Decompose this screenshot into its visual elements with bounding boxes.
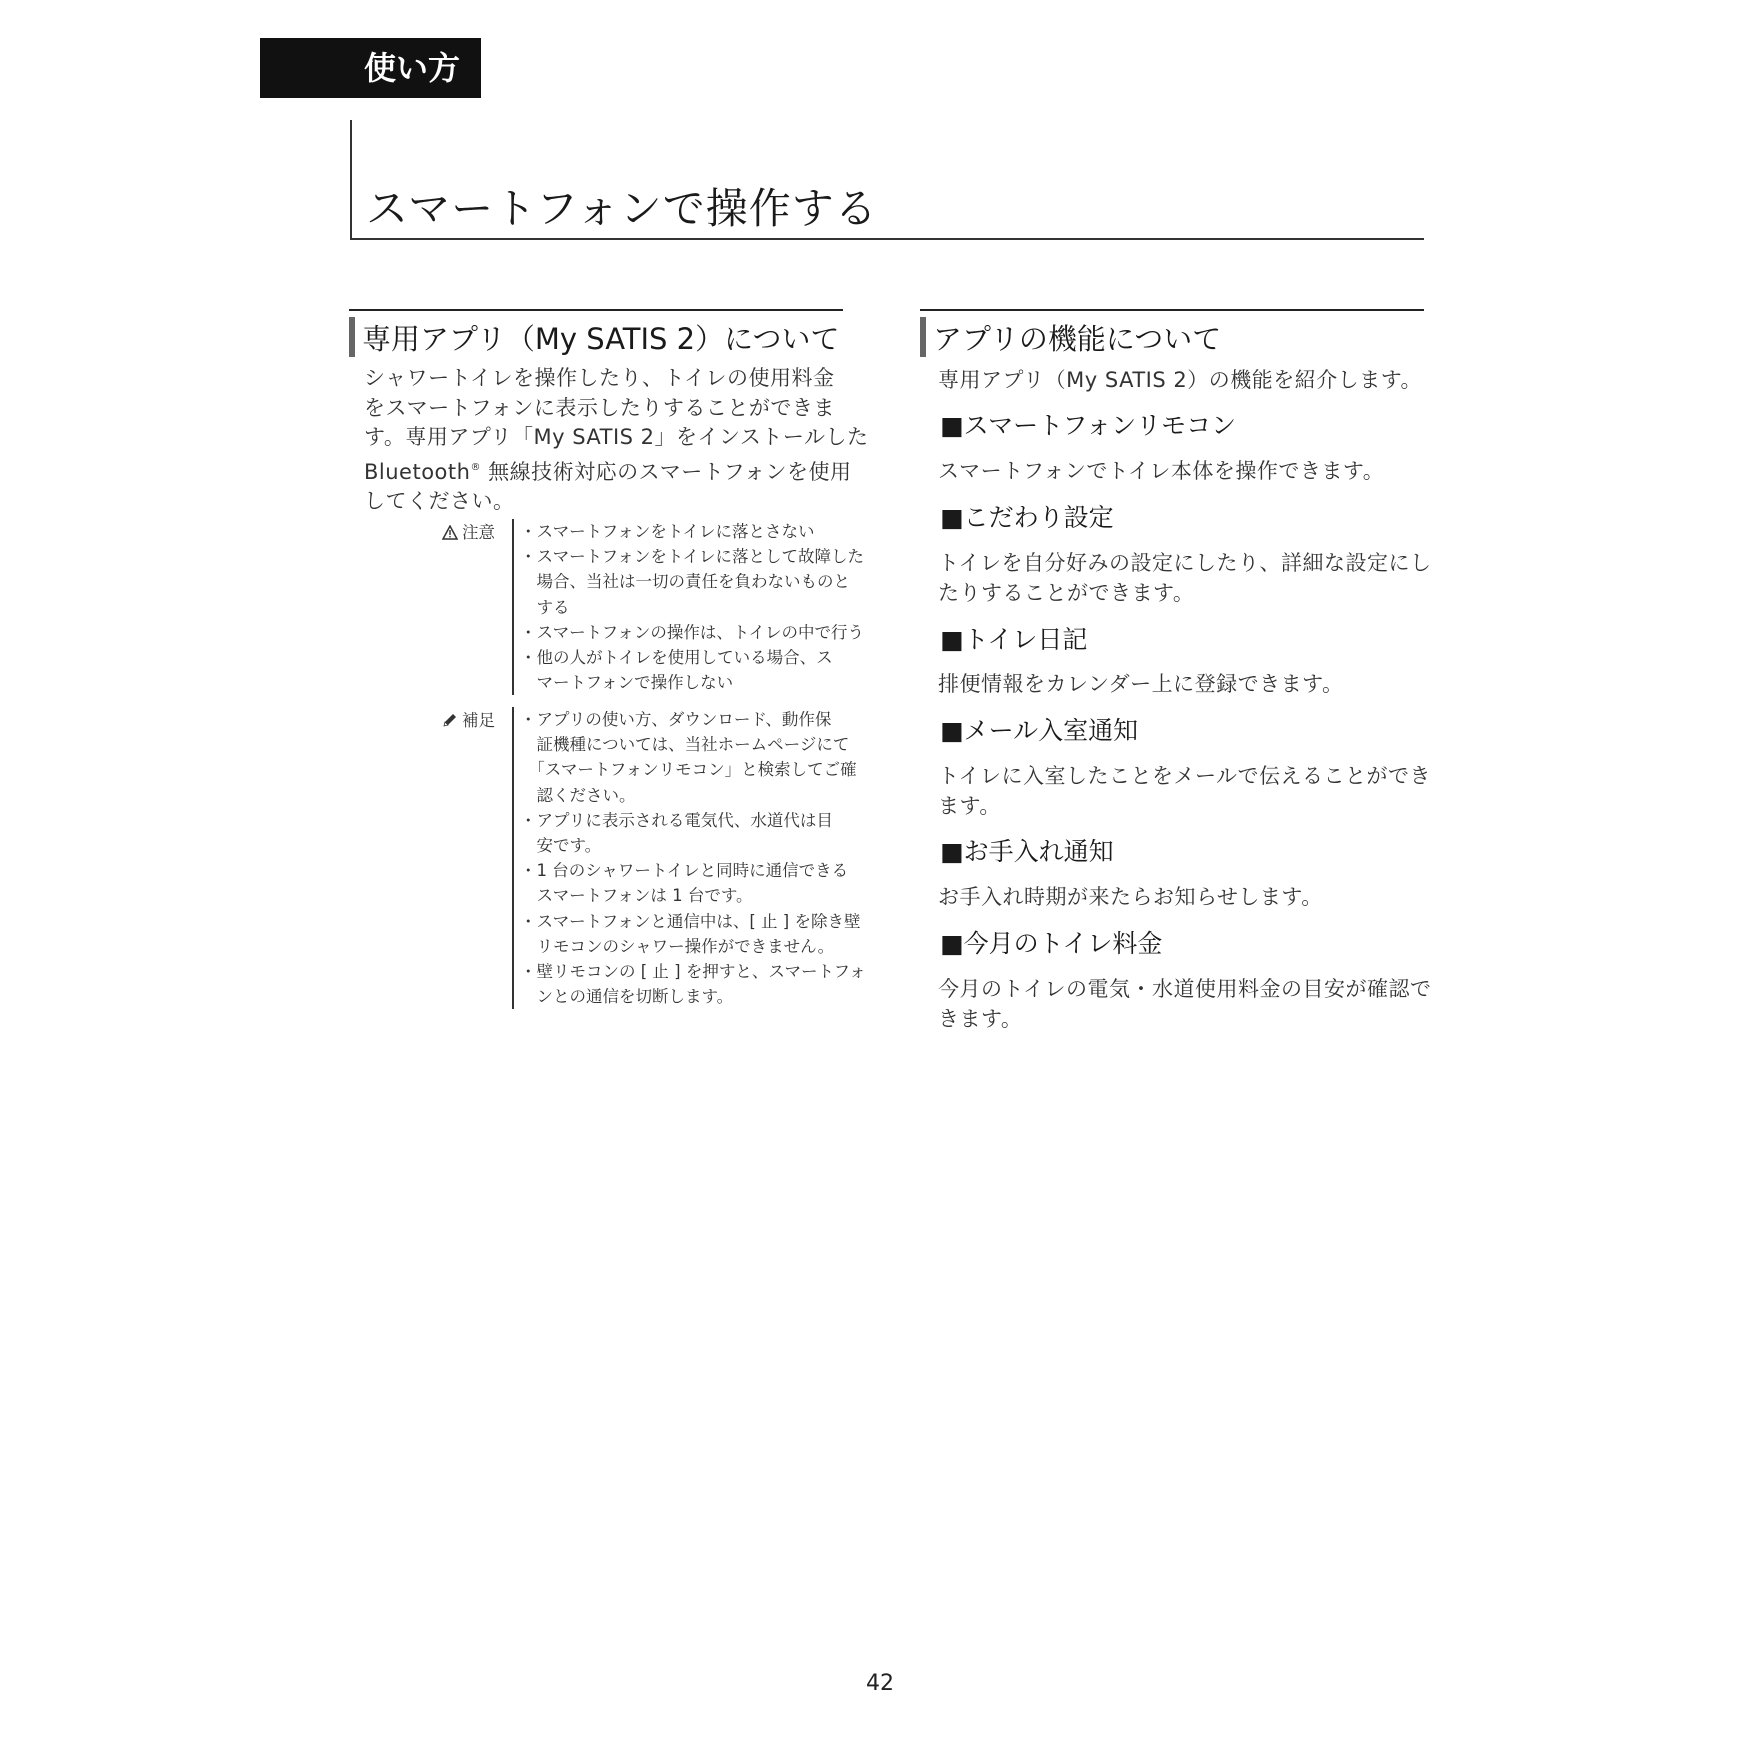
left-column-heading — [349, 309, 843, 356]
feature-desc-line: スマートフォンでトイレ本体を操作できます。 — [938, 459, 1385, 483]
page-title: スマートフォンで操作する — [366, 184, 878, 233]
left-heading-text: 専用アプリ（My SATIS 2）について — [362, 322, 840, 356]
feature-desc-fee — [938, 975, 1431, 1034]
caution-item: ・スマートフォンをトイレに落として故障した — [520, 547, 865, 567]
feature-desc-line: たりすることができます。 — [938, 580, 1195, 605]
caution-note — [442, 519, 865, 695]
feature-title-fee: ■今月のトイレ料金 — [940, 929, 1163, 958]
feature-title-mail: ■メール入室通知 — [940, 716, 1139, 745]
page-number: 42 — [866, 1671, 894, 1696]
intro-line: す。専用アプリ「My SATIS 2」をインストールした — [364, 425, 869, 449]
supplement-item: ・スマートフォンと通信中は、[ 止 ] を除き壁 — [520, 911, 861, 931]
right-intro — [938, 366, 1422, 396]
right-intro-line: 専用アプリ（My SATIS 2）の機能を紹介します。 — [938, 368, 1423, 392]
caution-label-text: 注意 — [462, 523, 495, 542]
feature-desc-diary — [938, 670, 1343, 700]
caution-item: ・スマートフォンの操作は、トイレの中で行う — [520, 622, 865, 642]
feature-desc-line: ます。 — [938, 793, 1001, 818]
section-tab: 使い方 — [260, 38, 481, 98]
feature-desc-mail — [938, 762, 1431, 821]
pencil-icon — [442, 712, 458, 732]
title-block — [350, 120, 1424, 240]
caution-list — [512, 519, 864, 695]
feature-title-diary: ■トイレ日記 — [940, 625, 1088, 654]
feature-desc-remote — [938, 457, 1384, 487]
right-heading-text: アプリの機能について — [933, 322, 1222, 356]
supplement-item: ・1 台のシャワートイレと同時に通信できる — [520, 861, 849, 881]
caution-item: 場合、当社は一切の責任を負わないものと — [520, 572, 850, 592]
intro-line: シャワートイレを操作したり、トイレの使用料金 — [364, 366, 835, 390]
registered-mark: ® — [470, 461, 481, 473]
caution-label — [442, 519, 512, 544]
supplement-item: ンとの通信を切断します。 — [520, 987, 734, 1007]
intro-line: してください。 — [364, 489, 515, 513]
supplement-item: ・壁リモコンの [ 止 ] を押すと、スマートフォ — [520, 962, 866, 982]
feature-desc-line: トイレに入室したことをメールで伝えることができ — [938, 764, 1432, 788]
supplement-item: リモコンのシャワー操作ができません。 — [520, 936, 835, 956]
supplement-item: ・アプリの使い方、ダウンロード、動作保 — [520, 710, 832, 729]
intro-line: をスマートフォンに表示したりすることができま — [364, 395, 835, 420]
supplement-item: 「スマートフォンリモコン」と検索してご確 — [520, 760, 857, 780]
intro-line-rest: 無線技術対応のスマートフォンを使用 — [480, 459, 852, 484]
supplement-note — [442, 707, 866, 1009]
warning-triangle-icon — [442, 525, 458, 544]
feature-desc-settings — [938, 549, 1431, 608]
feature-desc-care — [938, 883, 1323, 913]
feature-title-settings: ■こだわり設定 — [940, 503, 1114, 532]
bluetooth-word: Bluetooth — [364, 459, 471, 484]
right-column-heading — [920, 309, 1424, 356]
supplement-item: 認ください。 — [520, 785, 636, 805]
supplement-label — [442, 707, 512, 732]
feature-desc-line: 排便情報をカレンダー上に登録できます。 — [938, 672, 1344, 696]
heading-marker — [349, 317, 355, 357]
feature-desc-line: 今月のトイレの電気・水道使用料金の目安が確認で — [938, 977, 1432, 1001]
feature-desc-line: トイレを自分好みの設定にしたり、詳細な設定にし — [938, 551, 1432, 575]
caution-item: ・スマートフォンをトイレに落とさない — [520, 522, 815, 541]
caution-item: ・他の人がトイレを使用している場合、ス — [520, 648, 833, 668]
supplement-label-text: 補足 — [462, 711, 495, 730]
supplement-item: 証機種については、当社ホームページにて — [520, 735, 850, 755]
feature-desc-line: きます。 — [938, 1006, 1023, 1031]
left-intro-paragraph — [364, 364, 869, 517]
heading-marker — [920, 317, 926, 357]
supplement-item: ・アプリに表示される電気代、水道代は目 — [520, 810, 833, 830]
supplement-item: スマートフォンは 1 台です。 — [520, 886, 753, 906]
feature-title-remote: ■スマートフォンリモコン — [940, 411, 1237, 440]
caution-item: する — [520, 597, 570, 617]
caution-item: マートフォンで操作しない — [520, 673, 734, 693]
feature-desc-line: お手入れ時期が来たらお知らせします。 — [938, 885, 1323, 909]
supplement-list — [512, 707, 866, 1009]
supplement-item: 安です。 — [520, 836, 602, 856]
intro-line — [364, 453, 869, 488]
feature-title-care: ■お手入れ通知 — [940, 837, 1114, 866]
